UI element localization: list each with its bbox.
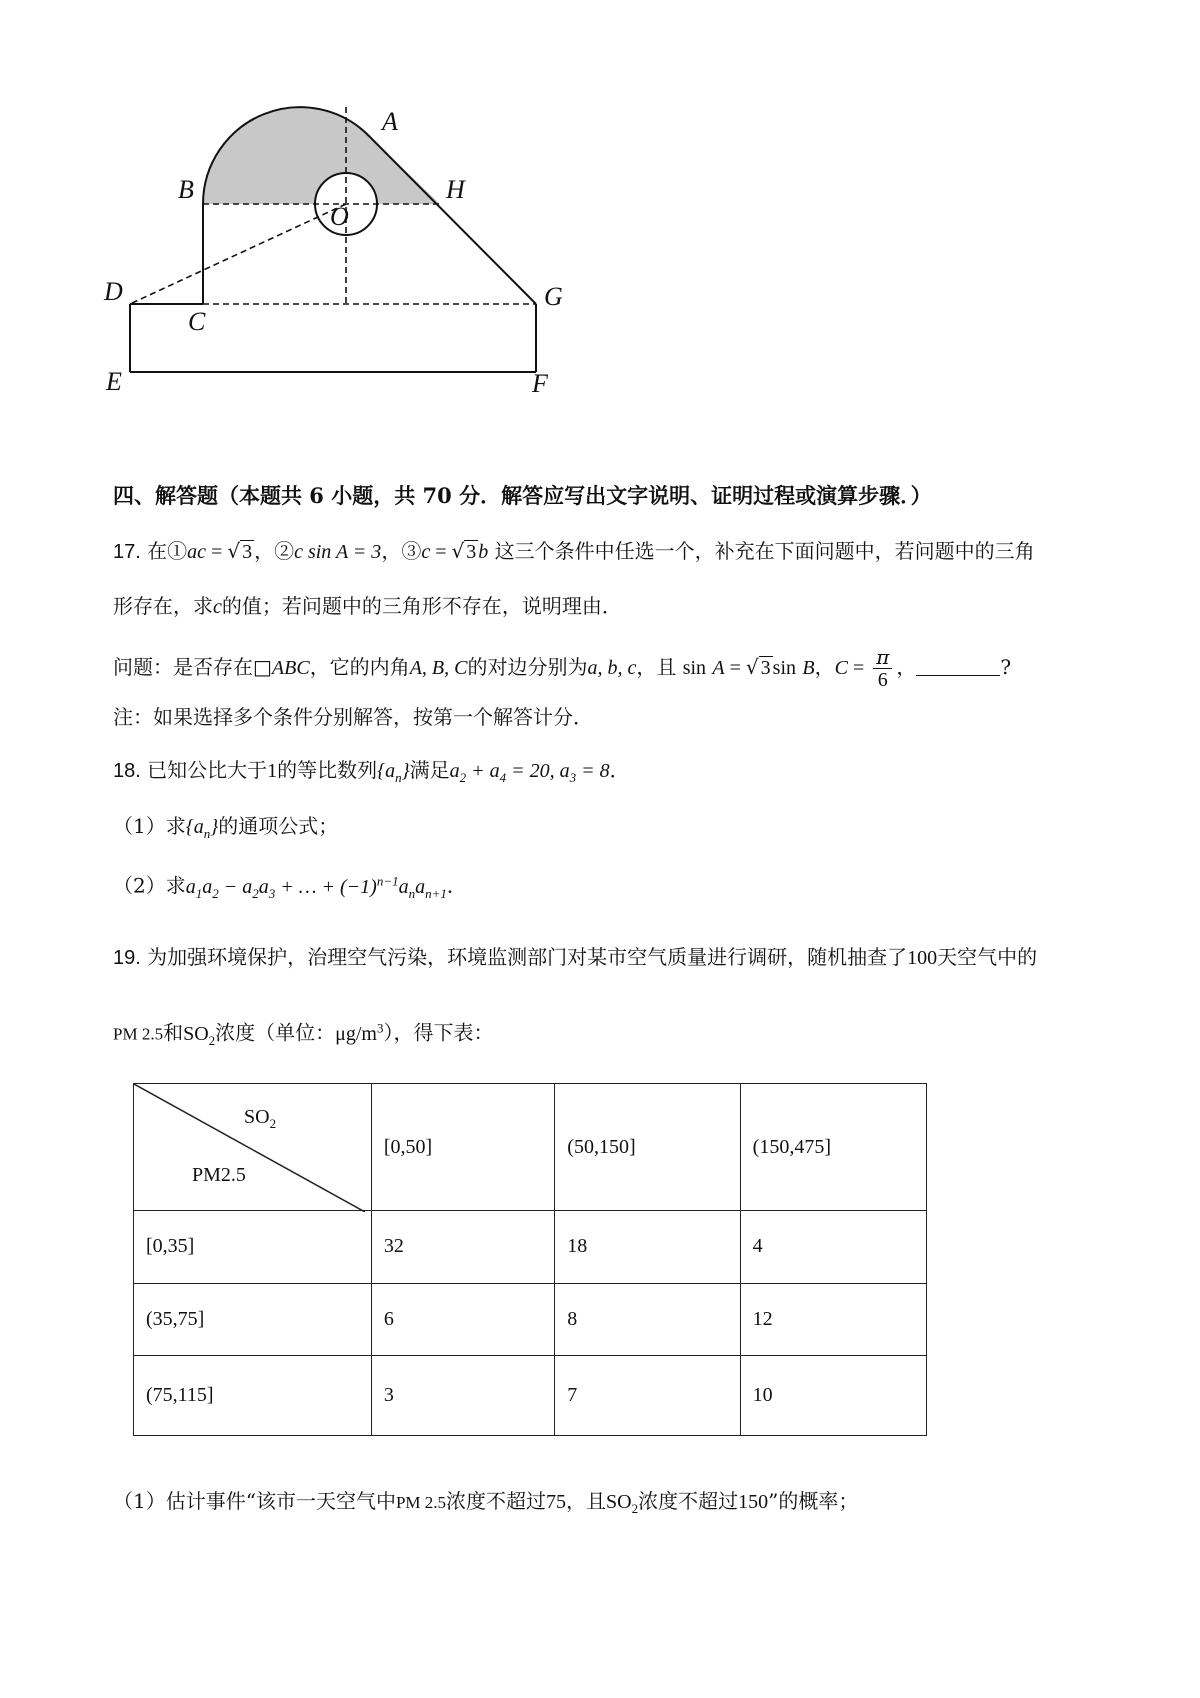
q18-one: 1	[267, 760, 278, 782]
q18-p1-end: }	[210, 816, 219, 838]
concentration-table	[133, 1083, 927, 1436]
q17-opt1-rad: 3	[242, 541, 253, 563]
q17-line1: 17. 在①ac = √ 3 ，②c sin A = 3，③c = √ 3 b 这三个条件中任选一个，补充在下面问题中，若问题中的三角	[113, 539, 1035, 563]
q18-p1-seq	[185, 816, 219, 841]
q17-fraction	[873, 646, 892, 691]
q17-problem-a: 问题：是否存在	[113, 655, 253, 679]
q17-comma: ，	[814, 655, 835, 679]
corner-so2	[244, 1106, 276, 1132]
q19-line2	[113, 1014, 494, 1055]
q17-cond1-a: A	[712, 657, 725, 679]
q19-unit-sup: 3	[377, 1020, 384, 1035]
q18-line1	[113, 756, 630, 792]
table-cell: 7	[555, 1355, 740, 1435]
q18-number: 18.	[113, 760, 141, 782]
q17-cond1-sin2: sin	[772, 657, 797, 679]
q17-line2-var: c	[213, 596, 222, 618]
q18-cond-s2: 2	[459, 770, 467, 785]
q17-qmark: ?	[1000, 655, 1012, 679]
q17-sep2: ，	[381, 539, 402, 563]
q17-problem-b: ，它的内角	[309, 655, 410, 679]
q19-days: 100	[907, 947, 938, 969]
q18-text-c: 满足	[409, 758, 450, 782]
section-heading: 四、解答题（本题共 6 小题，共 70 分．解答应写出文字说明、证明过程或演算步骤．）	[113, 483, 932, 508]
q18-p2-an1: a	[415, 875, 426, 898]
q18-p1-seq-a: {a	[185, 816, 204, 838]
q17-opt1-eq: =	[206, 541, 228, 563]
q17-answer-blank	[916, 655, 1000, 676]
q17-problem-sides: a, b, c	[587, 657, 637, 679]
label-b: B	[178, 175, 194, 204]
corner-so2-sub: 2	[269, 1116, 277, 1131]
table-cell: 8	[555, 1283, 740, 1355]
label-d: D	[104, 277, 123, 306]
label-f: F	[532, 369, 548, 398]
q19-p1-pm: PM 2.5	[395, 1493, 447, 1512]
q18-p1-mark: （1）求	[113, 814, 186, 838]
col-header-0: [0,50]	[371, 1084, 554, 1211]
q18-cond-end: = 8	[576, 760, 610, 782]
geometry-figure	[100, 90, 580, 410]
q18-p2-sup: n−1	[376, 873, 399, 888]
corner-pm25: PM2.5	[192, 1164, 246, 1186]
table-cell: 4	[740, 1211, 926, 1283]
q19-unit-text: μg/m	[335, 1022, 377, 1045]
q18-p2-s4: 3	[268, 885, 276, 901]
q19-text-b: 天空气中的	[937, 945, 1038, 969]
q19-line2-so-sub: 2	[208, 1032, 216, 1048]
q19-line1	[113, 943, 1037, 972]
q18-p2-s1: 1	[195, 885, 203, 901]
q19-text-a: 为加强环境保护，治理空气污染，环境监测部门对某市空气质量进行调研，随机抽查了	[147, 945, 908, 969]
q18-p2-an: a	[398, 875, 409, 898]
q17-opt3-mark: ③	[401, 539, 422, 563]
q17-cond1-rad: 3	[760, 657, 771, 679]
q17-problem-d: ，且	[636, 655, 677, 679]
col-header-1: (50,150]	[555, 1084, 740, 1211]
q19-line2-c: ），得下表：	[383, 1020, 494, 1045]
q19-p1-e: ”的概率；	[768, 1489, 859, 1513]
q19-p1-a: （1）估计事件“该市一天空气中	[113, 1489, 396, 1513]
q17-problem-c: 的对边分别为	[467, 655, 588, 679]
q17-cond1-b: B	[802, 657, 815, 679]
q17-cond1-eq: =	[724, 657, 746, 679]
q18-seq-end: }	[401, 760, 410, 782]
q18-p1-sub: n	[203, 826, 211, 841]
q18-p2-end: ．	[446, 873, 467, 898]
q17-frac-num: π	[873, 646, 892, 669]
q18-period: ．	[609, 758, 630, 782]
table-cell: 10	[740, 1355, 926, 1435]
q18-seq-sub: n	[395, 770, 402, 785]
q18-part2	[113, 867, 467, 908]
q17-opt3-lhs: c	[421, 541, 431, 563]
q18-cond-s3: 3	[569, 770, 577, 785]
q17-problem: 问题：是否存在□ABC，它的内角A, B, C的对边分别为a, b, c，且 sin A = √ 3 sin B，C = $\frac{\pi}{6}$ ， ?	[113, 645, 1012, 691]
corner-so2-text: SO	[244, 1106, 270, 1128]
q18-text-a: 已知公比大于	[147, 758, 268, 782]
q17-frac-den: 6	[877, 669, 888, 691]
q18-p2-s2: 2	[212, 885, 219, 901]
q19-p1-so-sub: 2	[631, 1501, 639, 1516]
q18-p2-expr	[185, 873, 447, 901]
q18-cond-s4: 4	[499, 770, 507, 785]
q17-problem-angles: A, B, C	[409, 657, 468, 679]
q19-p1-c: ，且	[566, 1489, 607, 1513]
q17-opt2-mark: ②	[274, 539, 295, 563]
q17-opt1-mark: ①	[167, 539, 188, 563]
q19-number: 19.	[113, 947, 141, 969]
q17-opt3-eq: =	[430, 541, 452, 563]
q17-opt3-var: b	[478, 541, 489, 563]
table-cell: 6	[371, 1283, 554, 1355]
row-label-2: (75,115]	[134, 1355, 372, 1435]
q17-cond1-sin: sin	[682, 657, 707, 679]
q17-comma2: ，	[896, 655, 917, 679]
table-corner-cell	[134, 1084, 372, 1211]
table-cell: 3	[371, 1355, 554, 1435]
table-cell: 32	[371, 1211, 554, 1283]
q18-p1-tail: 的通项公式；	[218, 814, 339, 838]
q18-p2-a3: a	[258, 875, 269, 898]
q18-p2-plus: + … + (−1)	[275, 875, 377, 898]
q18-p2-sn: n	[408, 885, 416, 901]
table-cell: 12	[740, 1283, 926, 1355]
q17-number: 17.	[113, 541, 141, 563]
q19-p1-so	[606, 1491, 639, 1516]
q17-line2-b: 的值；若问题中的三角形不存在，说明理由．	[221, 594, 622, 618]
row-label-0: [0,35]	[134, 1211, 372, 1283]
table-row	[134, 1355, 927, 1435]
q19-p1-150: 150	[738, 1491, 769, 1513]
q17-sep1: ，	[254, 539, 275, 563]
table-cell: 18	[555, 1211, 740, 1283]
q17-cond2-c: C	[834, 657, 848, 679]
q19-line2-b: 浓度（单位：	[215, 1020, 336, 1045]
q19-p1-so-text: SO	[606, 1491, 632, 1513]
q17-cond2-eq: =	[847, 657, 870, 679]
q19-part1	[113, 1487, 858, 1523]
figure-svg	[100, 90, 580, 410]
q18-text-b: 的等比数列	[277, 758, 378, 782]
label-a: A	[382, 107, 398, 136]
q18-p2-a2: a	[202, 875, 213, 898]
q17-opt2-expr: c sin A = 3	[294, 541, 382, 563]
q18-cond-plus: + a	[466, 760, 500, 782]
q18-p2-a1: a	[185, 875, 196, 898]
q18-part1	[113, 812, 338, 848]
q17-opt3-rad: 3	[466, 541, 477, 563]
q17-opt1-lhs: ac	[187, 541, 207, 563]
q17-note: 注：如果选择多个条件分别解答，按第一个解答计分．	[113, 705, 593, 729]
q18-seq	[377, 760, 410, 785]
q19-p1-d: 浓度不超过	[638, 1489, 739, 1513]
q18-p2-minus: − a	[218, 875, 253, 898]
q19-p1-75: 75	[546, 1491, 567, 1513]
q17-intro: 在	[147, 539, 168, 563]
q19-line2-a: 和	[163, 1020, 184, 1045]
q19-line2-so-text: SO	[183, 1022, 209, 1045]
q18-seq-a: {a	[377, 760, 396, 782]
q18-p2-s3: 2	[252, 885, 259, 901]
q17-line2-a: 形存在，求	[113, 594, 213, 618]
q19-p1-b: 浓度不超过	[446, 1489, 547, 1513]
label-e: E	[106, 367, 122, 396]
table-header-row	[134, 1084, 927, 1211]
table-row	[134, 1211, 927, 1283]
col-header-2: (150,475]	[740, 1084, 926, 1211]
q18-p2-sn1: n+1	[425, 885, 447, 901]
q18-p2-mark: （2）求	[113, 873, 186, 898]
q18-cond-a: a	[449, 760, 460, 782]
q18-cond	[449, 760, 610, 785]
corner-diagonal	[134, 1084, 365, 1212]
q19-line2-pm: PM 2.5	[113, 1024, 164, 1044]
q18-cond-eq: = 20, a	[506, 760, 570, 782]
q17-problem-abc: ABC	[271, 657, 310, 679]
q19-unit	[335, 1020, 384, 1045]
label-c: C	[188, 307, 206, 336]
label-g: G	[544, 282, 563, 311]
table-row	[134, 1283, 927, 1355]
q17-problem-tri: □	[253, 655, 272, 679]
row-label-1: (35,75]	[134, 1283, 372, 1355]
label-o: O	[330, 202, 349, 231]
line-ag	[370, 137, 536, 304]
q19-line2-so	[183, 1022, 216, 1048]
q17-tail1: 这三个条件中任选一个，补充在下面问题中，若问题中的三角	[494, 539, 1035, 563]
q17-line2	[113, 592, 622, 621]
label-h: H	[446, 175, 465, 204]
line-od	[130, 204, 346, 304]
